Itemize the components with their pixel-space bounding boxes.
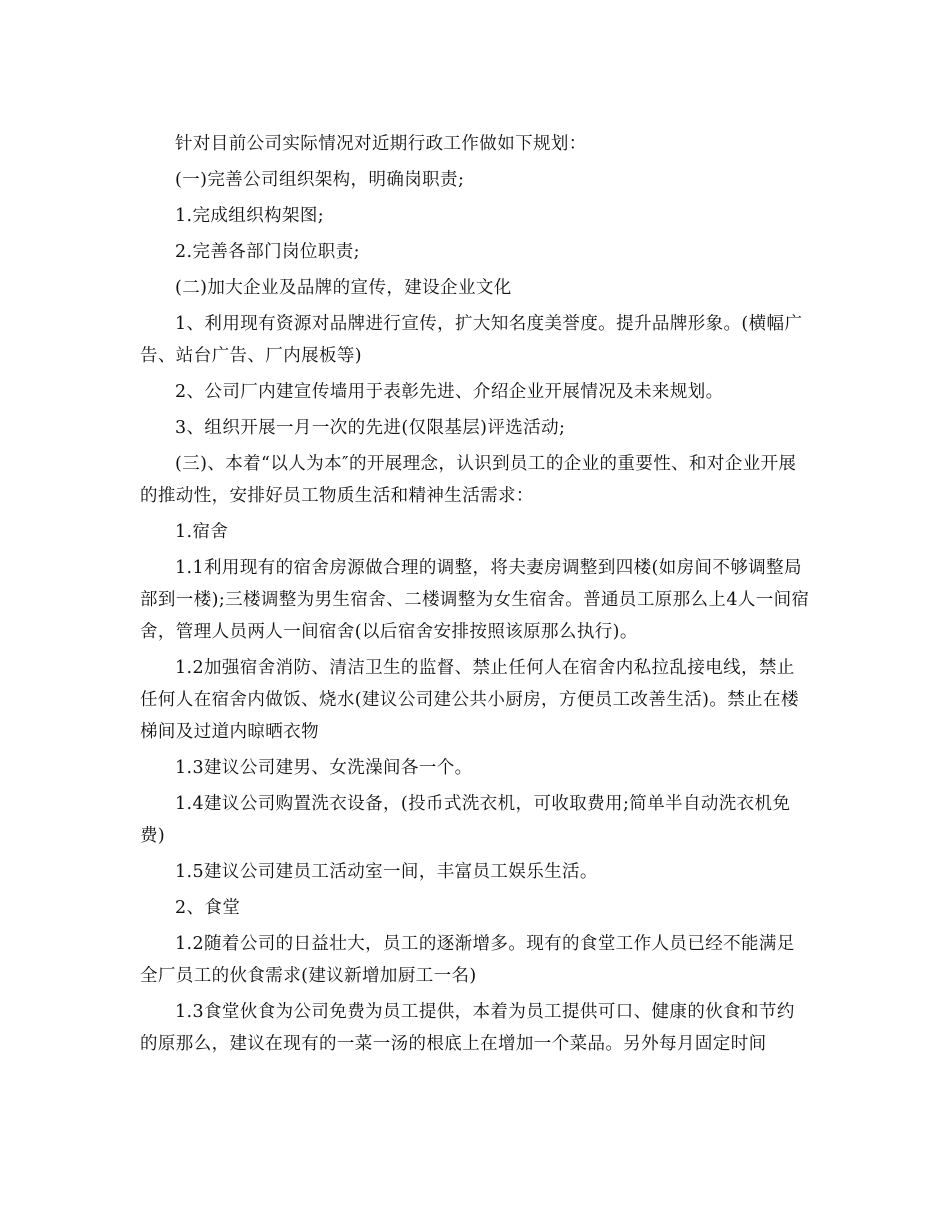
paragraph-canteen-heading: 2、食堂 bbox=[175, 898, 241, 918]
paragraph-section-3-heading: (三)、本着“以人为本″的开展理念，认识到员工的企业的重要性、和对企业开展的推动性，安排好员工物质生活和精神生活需求： bbox=[140, 454, 797, 506]
paragraph-section-1-heading: (一)完善公司组织架构，明确岗职责; bbox=[175, 170, 465, 190]
paragraph-canteen-1-2: 1.2随着公司的日益壮大，员工的逐渐增多。现有的食堂工作人员已经不能满足全厂员工的伙食需求(建议新增加厨工一名) bbox=[140, 934, 795, 986]
paragraph-item-2-3: 3、组织开展一月一次的先进(仅限基层)评选活动; bbox=[175, 418, 566, 438]
paragraph-item-2-1: 1、利用现有资源对品牌进行宣传，扩大知名度美誉度。提升品牌形象。(横幅广告、站台广告、厂内展板等) bbox=[140, 314, 803, 366]
paragraph-section-2-heading: (二)加大企业及品牌的宣传，建设企业文化 bbox=[175, 278, 512, 298]
paragraph-dormitory-1-2: 1.2加强宿舍消防、清洁卫生的监督、禁止任何人在宿舍内私拉乱接电线，禁止任何人在宿舍内做饭、烧水(建议公司建公共小厨房，方便员工改善生活)。禁止在楼梯间及过道内晾晒衣物 bbox=[140, 658, 799, 742]
paragraph-intro: 针对目前公司实际情况对近期行政工作做如下规划： bbox=[175, 134, 587, 154]
paragraph-item-1-2: 2.完善各部门岗位职责; bbox=[175, 242, 360, 262]
document-body bbox=[140, 128, 812, 1060]
paragraph-dormitory-1-3: 1.3建议公司建男、女洗澡间各一个。 bbox=[175, 758, 473, 778]
paragraph-canteen-1-3: 1.3食堂伙食为公司免费为员工提供，本着为员工提供可口、健康的伙食和节约的原那么，建议在现有的一菜一汤的根底上在增加一个菜品。另外每月固定时间 bbox=[140, 1002, 795, 1054]
paragraph-item-2-2: 2、公司厂内建宣传墙用于表彰先进、介绍企业开展情况及未来规划。 bbox=[175, 382, 724, 402]
paragraph-item-1-1: 1.完成组织构架图; bbox=[175, 206, 325, 226]
paragraph-dormitory-heading: 1.宿舍 bbox=[175, 522, 229, 542]
paragraph-dormitory-1-1: 1.1利用现有的宿舍房源做合理的调整，将夫妻房调整到四楼(如房间不够调整局部到一楼);三楼调整为男生宿舍、二楼调整为女生宿舍。普通员工原那么上4人一间宿舍，管理人员两人一间宿舍(以后宿舍安排按照该原那么执行)。 bbox=[140, 558, 810, 642]
paragraph-dormitory-1-4: 1.4建议公司购置洗衣设备，(投币式洗衣机，可收取费用;简单半自动洗衣机免费) bbox=[140, 794, 791, 846]
paragraph-dormitory-1-5: 1.5建议公司建员工活动室一间，丰富员工娱乐生活。 bbox=[175, 862, 598, 882]
